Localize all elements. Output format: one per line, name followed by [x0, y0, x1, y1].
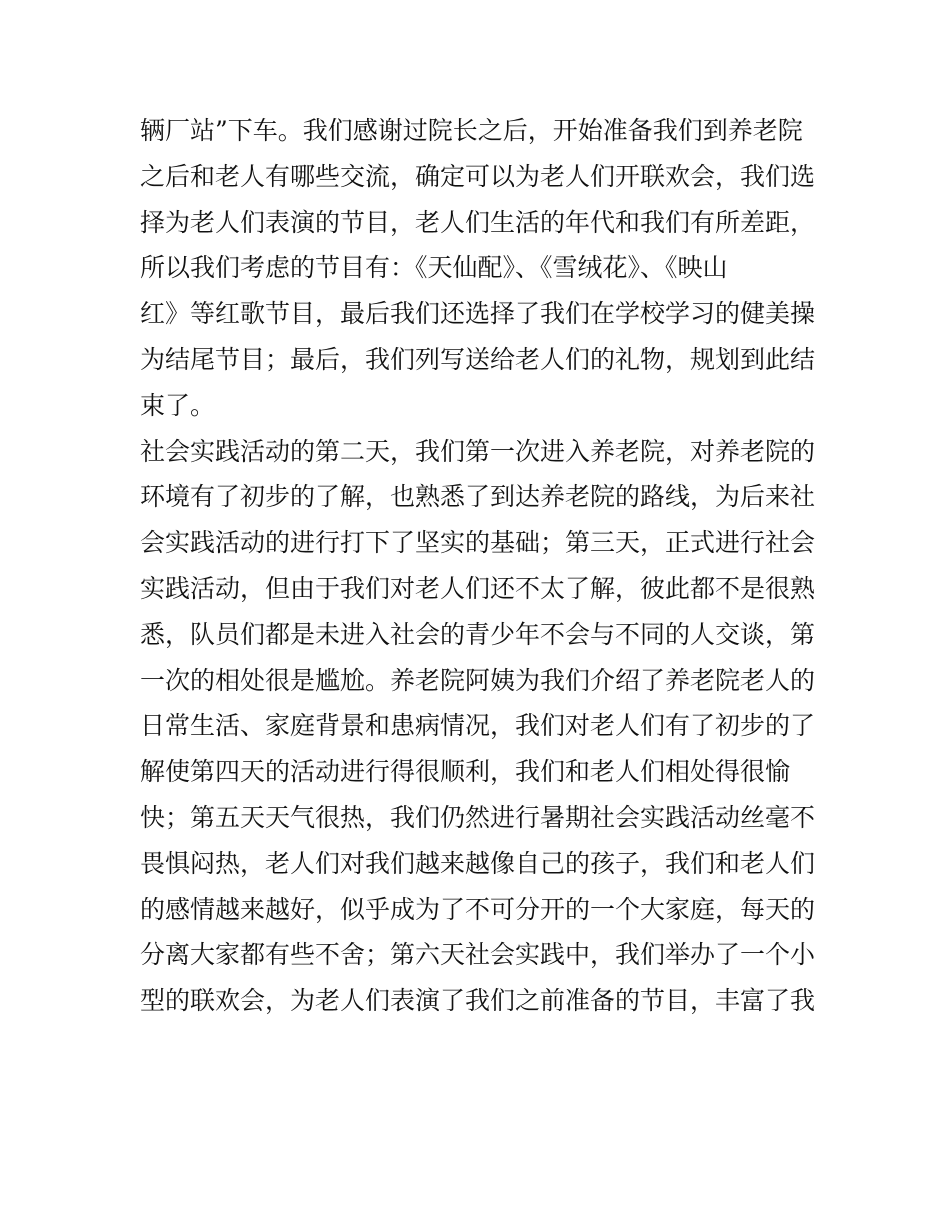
text-line: 分离大家都有些不舍；第六天社会实践中，我们举办了一个小 [140, 940, 816, 970]
text-line: 一次的相处很是尴尬。养老院阿姨为我们介绍了养老院老人的 [140, 665, 816, 695]
text-line: 择为老人们表演的节目，老人们生活的年代和我们有所差距， [140, 207, 816, 237]
text-line: 快；第五天天气很热，我们仍然进行暑期社会实践活动丝毫不 [140, 802, 816, 832]
body-text [140, 108, 830, 1024]
text-line: 会实践活动的进行打下了坚实的基础；第三天，正式进行社会 [140, 528, 816, 558]
text-line: 为结尾节目；最后，我们列写送给老人们的礼物，规划到此结 [140, 344, 816, 374]
text-line: 畏惧闷热，老人们对我们越来越像自己的孩子，我们和老人们 [140, 848, 816, 878]
text-line: 束了。 [140, 390, 216, 420]
text-line: 的感情越来越好，似乎成为了不可分开的一个大家庭，每天的 [140, 894, 816, 924]
text-line: 型的联欢会，为老人们表演了我们之前准备的节目，丰富了我 [140, 986, 816, 1016]
text-line: 实践活动，但由于我们对老人们还不太了解，彼此都不是很熟 [140, 573, 816, 603]
text-line: 环境有了初步的了解，也熟悉了到达养老院的路线，为后来社 [140, 482, 816, 512]
text-line: 红》等红歌节目，最后我们还选择了我们在学校学习的健美操 [140, 299, 816, 329]
text-line: 悉，队员们都是未进入社会的青少年不会与不同的人交谈，第 [140, 619, 816, 649]
text-line: 辆厂站”下车。我们感谢过院长之后，开始准备我们到养老院 [140, 116, 803, 145]
text-line: 社会实践活动的第二天，我们第一次进入养老院，对养老院的 [140, 436, 816, 466]
text-line: 解使第四天的活动进行得很顺利，我们和老人们相处得很愉 [140, 757, 791, 787]
text-line: 日常生活、家庭背景和患病情况，我们对老人们有了初步的了 [140, 711, 816, 741]
text-line: 所以我们考虑的节目有：《天仙配》、《雪绒花》、《映山 [140, 253, 728, 283]
text-line: 之后和老人有哪些交流，确定可以为老人们开联欢会，我们选 [140, 161, 816, 191]
